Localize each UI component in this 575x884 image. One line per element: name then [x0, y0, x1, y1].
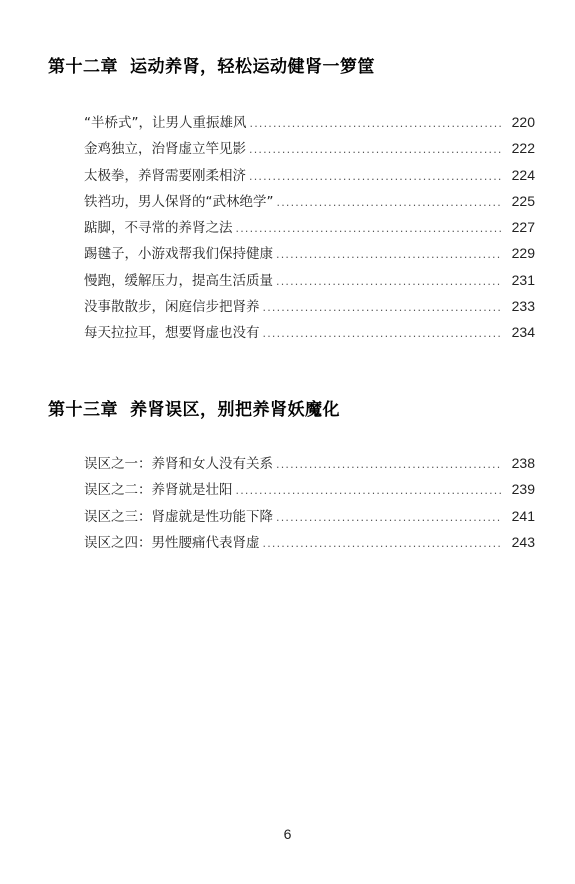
dot-leader	[276, 511, 501, 524]
toc-entry-page: 225	[511, 192, 535, 209]
toc-entry[interactable]	[84, 505, 535, 531]
toc-entry-page: 224	[511, 166, 535, 183]
toc-entry-page: 220	[511, 114, 535, 130]
dot-leader	[236, 484, 502, 497]
toc-list	[84, 452, 535, 557]
toc-entry-page: 234	[511, 324, 535, 341]
dot-leader	[249, 143, 501, 156]
chapter-12	[48, 55, 535, 79]
toc-entry[interactable]	[84, 216, 535, 242]
toc-entry[interactable]	[84, 190, 535, 216]
toc-list	[84, 111, 535, 348]
page-number: 6	[283, 826, 292, 842]
toc-entry[interactable]	[84, 111, 535, 137]
dot-leader	[276, 275, 501, 288]
toc-entry-title: 误区之四：男性腰痛代表肾虚	[84, 534, 260, 551]
chapter-heading	[48, 398, 535, 422]
toc-entry-page: 229	[511, 245, 535, 262]
chapter-13	[48, 398, 535, 422]
chapter-title: 运动养肾，轻松运动健肾一箩筐	[130, 57, 375, 77]
chapter-number: 第十二章	[48, 57, 118, 77]
dot-leader	[236, 222, 502, 235]
toc-entry-title: 慢跑，缓解压力，提高生活质量	[84, 272, 273, 289]
toc-entry[interactable]	[84, 531, 535, 557]
toc-entry-page: 227	[511, 219, 535, 236]
toc-entry-page: 231	[511, 271, 535, 288]
toc-entry[interactable]	[84, 321, 535, 347]
toc-entry-title: 太极拳，养肾需要刚柔相济	[84, 167, 246, 184]
dot-leader	[249, 170, 501, 183]
toc-entry[interactable]	[84, 137, 535, 163]
dot-leader	[276, 248, 501, 261]
toc-entry[interactable]	[84, 452, 535, 478]
dot-leader	[250, 117, 502, 130]
toc-entry-page: 243	[511, 533, 535, 550]
dot-leader	[263, 301, 502, 314]
toc-entry-page: 241	[511, 507, 535, 524]
toc-entry[interactable]	[84, 295, 535, 321]
toc-entry[interactable]	[84, 269, 535, 295]
toc-entry-title: 每天拉拉耳，想要肾虚也没有	[84, 325, 260, 342]
toc-entry[interactable]	[84, 164, 535, 190]
toc-entry-page: 233	[511, 298, 535, 315]
dot-leader	[277, 196, 502, 209]
toc-entry-title: 误区之二：养肾就是壮阳	[84, 482, 233, 499]
toc-entry-page: 239	[511, 481, 535, 498]
dot-leader	[263, 537, 502, 550]
dot-leader	[263, 327, 502, 340]
dot-leader	[276, 458, 501, 471]
toc-entry-title: 误区之三：肾虚就是性功能下降	[84, 508, 273, 525]
toc-entry-title: 误区之一：养肾和女人没有关系	[84, 456, 273, 472]
toc-entry-page: 222	[511, 140, 535, 157]
toc-entry-title: 踮脚，不寻常的养肾之法	[84, 220, 233, 237]
chapter-title: 养肾误区，别把养肾妖魔化	[130, 400, 340, 420]
toc-entry-title: 铁裆功，男人保肾的“武林绝学”	[84, 193, 274, 210]
toc-entry-page: 238	[511, 455, 535, 471]
toc-entry-title: 踢毽子，小游戏帮我们保持健康	[84, 246, 273, 263]
toc-entry-title: “半桥式”，让男人重振雄风	[84, 115, 247, 131]
toc-entry-title: 没事散散步，闲庭信步把肾养	[84, 299, 260, 316]
toc-entry[interactable]	[84, 242, 535, 268]
chapter-number: 第十三章	[48, 400, 118, 420]
chapter-heading	[48, 55, 535, 79]
toc-entry-title: 金鸡独立，治肾虚立竿见影	[84, 141, 246, 158]
toc-entry[interactable]	[84, 478, 535, 504]
